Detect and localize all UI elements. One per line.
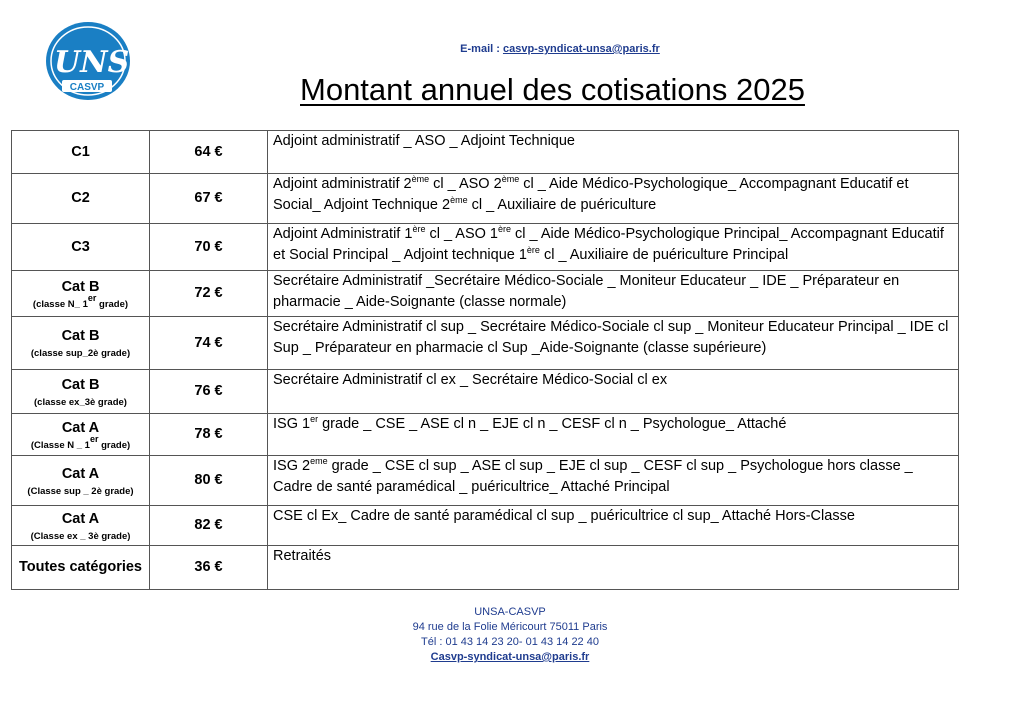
unsa-casvp-logo (44, 20, 149, 102)
footer-email-link[interactable]: Casvp-syndicat-unsa@paris.fr (430, 651, 590, 663)
table-row (12, 174, 959, 224)
category-name: Cat A (61, 465, 100, 482)
description-cell: Retraités (268, 546, 959, 590)
amount-cell: 76 € (150, 370, 268, 414)
category-cell (12, 224, 150, 271)
amount-cell: 70 € (150, 224, 268, 271)
logo-sub: CASVP (69, 82, 105, 93)
table-row (12, 370, 959, 414)
category-cell (12, 456, 150, 506)
description-cell: Secrétaire Administratif cl sup _ Secrétaire Médico-Sociale cl sup _ Moniteur Educateur Principal _ IDE cl Sup _ Préparateur en pharmacie cl Sup _Aide-Soignante (classe supérieure) (268, 317, 959, 370)
category-name: Cat A (61, 510, 100, 527)
category-cell (12, 174, 150, 224)
footer-tel: Tél : 01 43 14 23 20- 01 43 14 22 40 (421, 636, 599, 648)
table-row (12, 546, 959, 590)
category-name: C3 (71, 238, 90, 255)
description-cell: Secrétaire Administratif cl ex _ Secrétaire Médico-Social cl ex (268, 370, 959, 414)
category-name: Cat B (61, 278, 100, 295)
table-row (12, 506, 959, 546)
category-grade: (classe ex_3è grade) (34, 396, 127, 408)
description-cell: ISG 1er grade _ CSE _ ASE cl n _ EJE cl n _ CESF cl n _ Psychologue_ Attaché (268, 414, 959, 456)
table-row (12, 456, 959, 506)
category-cell (12, 414, 150, 456)
header-email-line (400, 43, 720, 55)
logo-letters: UNSa (54, 45, 149, 80)
footer-org: UNSA-CASVP (474, 606, 546, 618)
amount-cell: 64 € (150, 131, 268, 174)
footer-address: 94 rue de la Folie Méricourt 75011 Paris (412, 621, 608, 633)
description-cell: CSE cl Ex_ Cadre de santé paramédical cl sup _ puéricultrice cl sup_ Attaché Hors-Classe (268, 506, 959, 546)
category-cell (12, 546, 150, 590)
category-name: Cat B (61, 328, 100, 344)
category-grade: (Classe ex _ 3è grade) (30, 530, 131, 542)
category-name: C1 (71, 143, 90, 160)
table-row (12, 271, 959, 317)
category-grade: (Classe N _ 1er grade) (30, 433, 131, 451)
category-cell (12, 370, 150, 414)
contributions-table (11, 130, 959, 590)
category-cell (12, 317, 150, 370)
description-cell: Secrétaire Administratif _Secrétaire Médico-Sociale _ Moniteur Educateur _ IDE _ Préparateur en pharmacie _ Aide-Soignante (classe normale) (268, 271, 959, 317)
amount-cell: 78 € (150, 414, 268, 456)
amount-cell: 74 € (150, 317, 268, 370)
category-cell (12, 271, 150, 317)
footer (330, 605, 690, 665)
description-cell: Adjoint Administratif 1ère cl _ ASO 1ère cl _ Aide Médico-Psychologique Principal_ Accompagnant Educatif et Social Principal _ Adjoint technique 1ère cl _ Auxiliaire de puériculture Principal (268, 224, 959, 271)
amount-cell: 72 € (150, 271, 268, 317)
description-cell: Adjoint administratif 2ème cl _ ASO 2ème cl _ Aide Médico-Psychologique_ Accompagnant Educatif et Social_ Adjoint Technique 2ème cl _ Auxiliaire de puériculture (268, 174, 959, 224)
category-grade: (classe sup_2è grade) (30, 348, 131, 359)
table-row (12, 224, 959, 271)
amount-cell: 67 € (150, 174, 268, 224)
table-row (12, 131, 959, 174)
category-grade: (Classe sup _ 2è grade) (27, 485, 134, 497)
description-cell: ISG 2eme grade _ CSE cl sup _ ASE cl sup _ EJE cl sup _ CESF cl sup _ Psychologue hors classe _ Cadre de santé paramédical _ puéricultrice_ Attaché Principal (268, 456, 959, 506)
amount-cell: 82 € (150, 506, 268, 546)
table-row (12, 317, 959, 370)
amount-cell: 36 € (150, 546, 268, 590)
category-name: Toutes catégories (18, 559, 143, 575)
email-label: E-mail : (460, 43, 503, 55)
category-grade: (classe N_ 1er grade) (32, 292, 129, 310)
category-cell (12, 506, 150, 546)
category-cell (12, 131, 150, 174)
header-email-link[interactable]: casvp-syndicat-unsa@paris.fr (502, 43, 660, 55)
table-row (12, 414, 959, 456)
description-cell: Adjoint administratif _ ASO _ Adjoint Technique (268, 131, 959, 174)
category-name: C2 (71, 190, 90, 206)
category-name: Cat A (61, 419, 100, 436)
amount-cell: 80 € (150, 456, 268, 506)
page-title: Montant annuel des cotisations 2025 (300, 72, 805, 107)
category-name: Cat B (61, 376, 100, 393)
